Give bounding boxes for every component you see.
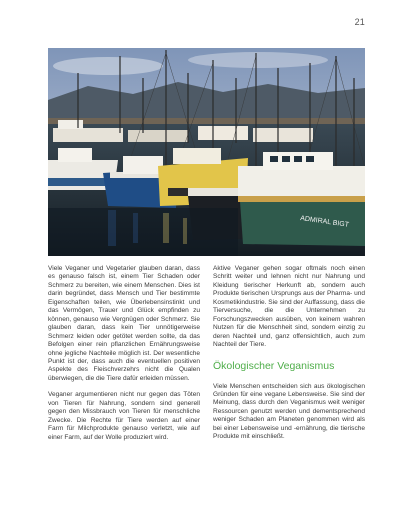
body-paragraph: Veganer argumentieren nicht nur gegen das Töten von Tieren für Nahrung, sondern sind generell gegen den Missbrauch von Tieren für menschliche Zwecke. Die Rechte für Tiere werden auf einer Farm für Milchprodukte genauso verletzt, wie auf einer Farm, auf der Wolle produziert wird. (48, 391, 200, 441)
section-heading: Ökologischer Veganismus (213, 359, 335, 372)
left-text-column (48, 265, 200, 450)
body-paragraph: Viele Menschen entscheiden sich aus ökologischen Gründen für eine vegane Lebensweise. Sie sind der Meinung, dass durch den Veganismus weit weniger Ressourcen genutzt werden und dementsprechend weniger Schaden am Planeten genommen wird als bei einer Lebensweise und -ernährung, die tierische Produkte mit einschließt. (213, 382, 365, 441)
right-text-column (213, 265, 365, 450)
harbor-photo (48, 48, 365, 256)
boat-name-label: ADMIRAL BIGT (299, 215, 350, 229)
body-paragraph: Aktive Veganer gehen sogar oftmals noch einen Schritt weiter und lehnen nicht nur Nahrung und Kleidung tierischer Herkunft ab, sondern auch Produkte tierischen Ursprungs aus der Pharma- und Kosmetikindustrie. Sie sind der Auffassung, dass die Tierversuche, die die Unternehmen zu Forschungszwecken ausüben, von keinem wahren Nutzen für die Menschheit sind, sondern einzig zu deren Nachteil und, ganz offensichtlich, auch zum Nachteil der Tiere. (213, 265, 365, 349)
body-paragraph: Viele Veganer und Vegetarier glauben daran, dass es genauso falsch ist, einem Tier Schaden oder Schmerz zu bereiten, wie einem Menschen. Dies ist darin begründet, dass Mensch und Tier bestimmte Eigenschaften teilen, wie Überlebensinstinkt und das Vermögen, Trauer und Glück empfinden zu können, genauso wie Vergnügen oder Schmerz. Sie glauben daran, dass kein Tier unnötigerweise Schmerz leiden oder getötet werden sollte, da das Befolgen einer rein pflanzlichen Ernährungsweise ohne jegliche Nachteile möglich ist. Der wesentliche Punkt ist der, dass auch die eventuellen positiven Aspekte des Fleischverzehrs nicht die Qualen überwiegen, die die Tiere dafür erleiden müssen. (48, 265, 200, 382)
page-number: 21 (354, 17, 365, 27)
